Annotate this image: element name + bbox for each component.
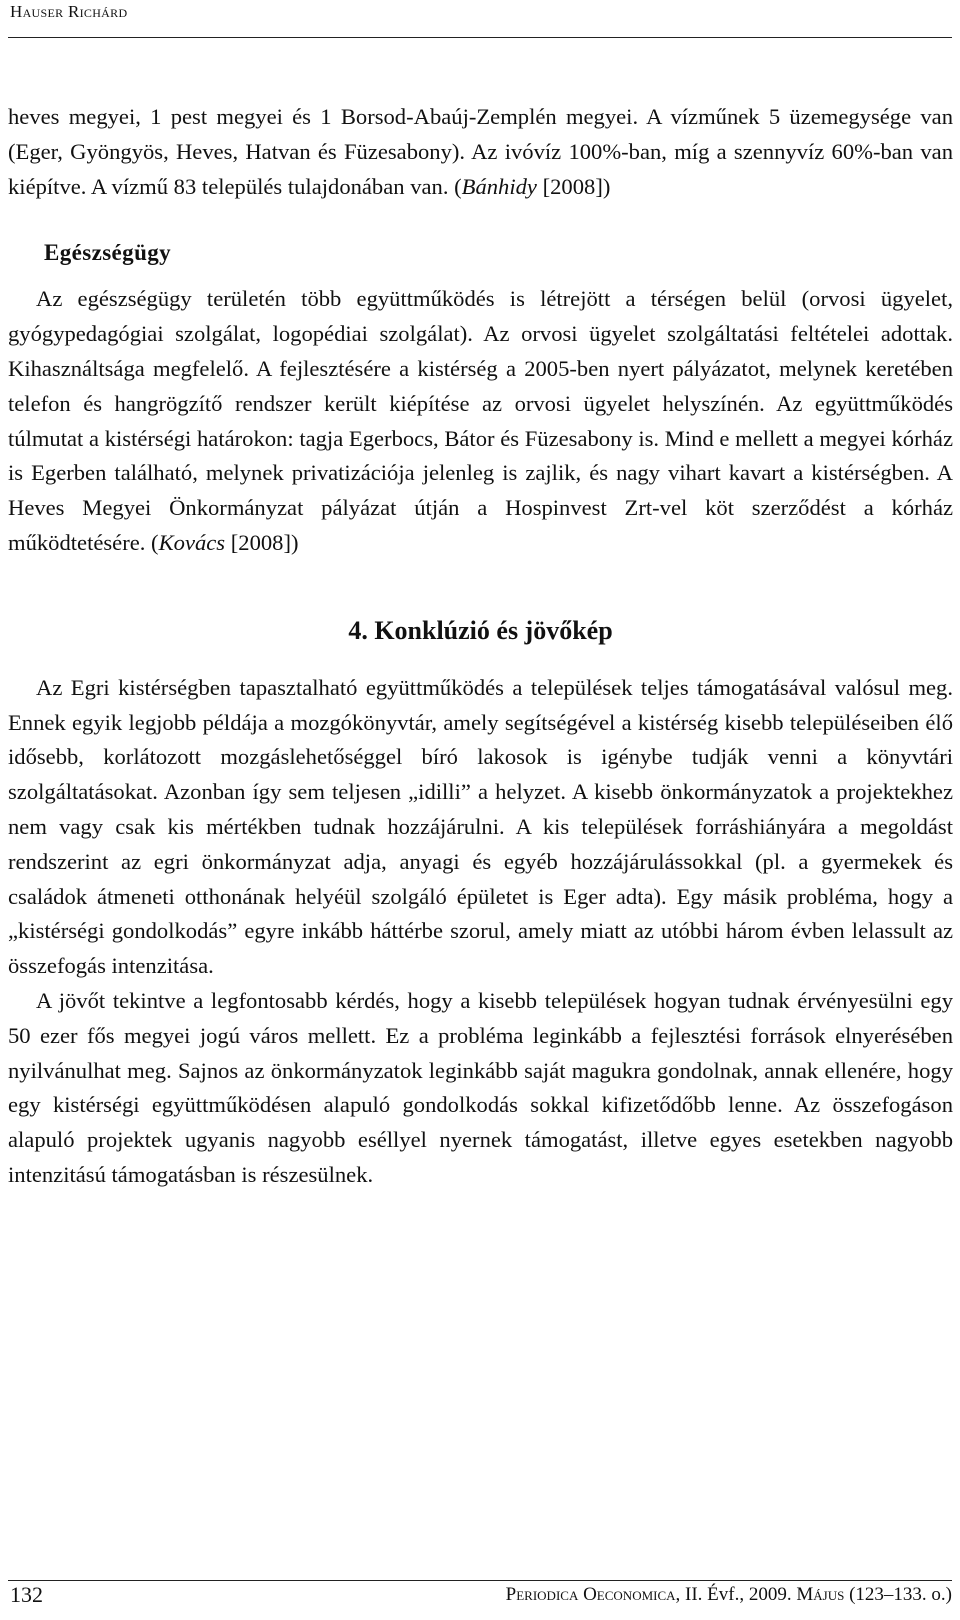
footer-rule [8, 1580, 952, 1581]
author-name: Hauser Richárd [10, 2, 128, 21]
journal-pages: (123–133. o.) [844, 1584, 952, 1605]
spacer [8, 204, 953, 236]
header-rule [8, 37, 952, 38]
journal-citation [506, 1584, 952, 1606]
intro-paragraph [8, 100, 953, 204]
citation-author: Bánhidy [461, 173, 537, 199]
citation-year: [2008]) [225, 529, 299, 555]
journal-volume: , II. Évf., 2009. [675, 1584, 797, 1605]
citation-year: [2008]) [536, 173, 611, 199]
health-paragraph [8, 282, 953, 560]
conclusion-paragraph-2: A jövőt tekintve a legfontosabb kérdés, hogy a kisebb települések hogyan tudnak érvényesülni egy 50 ezer fős megyei jogú város mellett. Ez a probléma leginkább a fejlesztési források elnyerésében nyilvánulhat meg. Sajnos az önkormányzatok leginkább saját magukra gondolnak, annak ellenére, hogy egy kistérségi együttműködésen alapuló gondolkodás sokkal kifizetődőbb lenne. Az összefogáson alapuló projektek ugyanis nagyobb eséllyel nyernek támogatást, illetve egyes esetekben nagyobb intenzitású támogatásban is részesülnek. [8, 987, 953, 1187]
page-number: 132 [10, 1582, 43, 1607]
health-text: Az egészségügy területén több együttműködés is létrejött a térségen belül (orvosi ügyelet, gyógypedagógiai szolgálat, logopédiai szolgálat). Az orvosi ügyelet szolgáltatási feltételei adottak. Kihasználtsága megfelelő. A fejlesztésére a kistérség a 2005-ben nyert pályázatot, melynek keretében telefon és hangrögzítő rendszer került kiépítése az orvosi ügyelet helyszínén. Az együttműködés túlmutat a kistérségi határokon: tagja Egerbocs, Bátor és Füzesabony is. Mind e mellett a megyei kórház is Egerben található, melynek privatizációja jelenleg is zajlik, és nagy vihart kavart a kistérségben. A Heves Megyei Önkormányzat pályázat útján a Hospinvest Zrt-vel köt szerződést a kórház működtetésére. ( [8, 286, 953, 555]
section-title: 4. Konklúzió és jövőkép [348, 615, 613, 645]
intro-text: heves megyei, 1 pest megyei és 1 Borsod-Abaúj-Zemplén megyei. A vízműnek 5 üzemegysége van (Eger, Gyöngyös, Heves, Hatvan és Füzesabony). Az ivóvíz 100%-ban, míg a szennyvíz 60%-ban van kiépítve. A vízmű 83 település tulajdonában van. ( [8, 104, 953, 199]
running-head-author [10, 2, 127, 22]
citation-author: Kovács [158, 529, 226, 555]
journal-month: Május [796, 1584, 845, 1605]
journal-name: Periodica Oeconomica [505, 1584, 676, 1605]
conclusion-paragraph-1: Az Egri kistérségben tapasztalható együttműködés a települések teljes támogatásával valósul meg. Ennek egyik legjobb példája a mozgókönyvtár, amely segítségével a kistérség kisebb településeiben élő idősebb, korlátozott mozgáslehetőséggel bíró lakosok is igénybe tudják venni a könyvtári szolgáltatásokat. Azonban így sem teljesen „idilli” a helyzet. A kisebb önkormányzatok a projektekhez nem vagy csak kis mértékben tudnak hozzájárulni. A kis települések forráshiányára a megoldást rendszerint az egri önkormányzat adja, anyagi és egyéb hozzájárulássokkal (pl. a gyermekek és családok átmeneti otthonának helyéül szolgáló épületet is Eger adta). Egy másik probléma, hogy a „kistérségi gondolkodás” egyre inkább háttérbe szorul, amely miatt az utóbbi három évben lelassult az összefogás intenzitása. [8, 674, 953, 979]
subheading-health: Egészségügy [44, 240, 172, 266]
page-body [8, 100, 953, 1193]
